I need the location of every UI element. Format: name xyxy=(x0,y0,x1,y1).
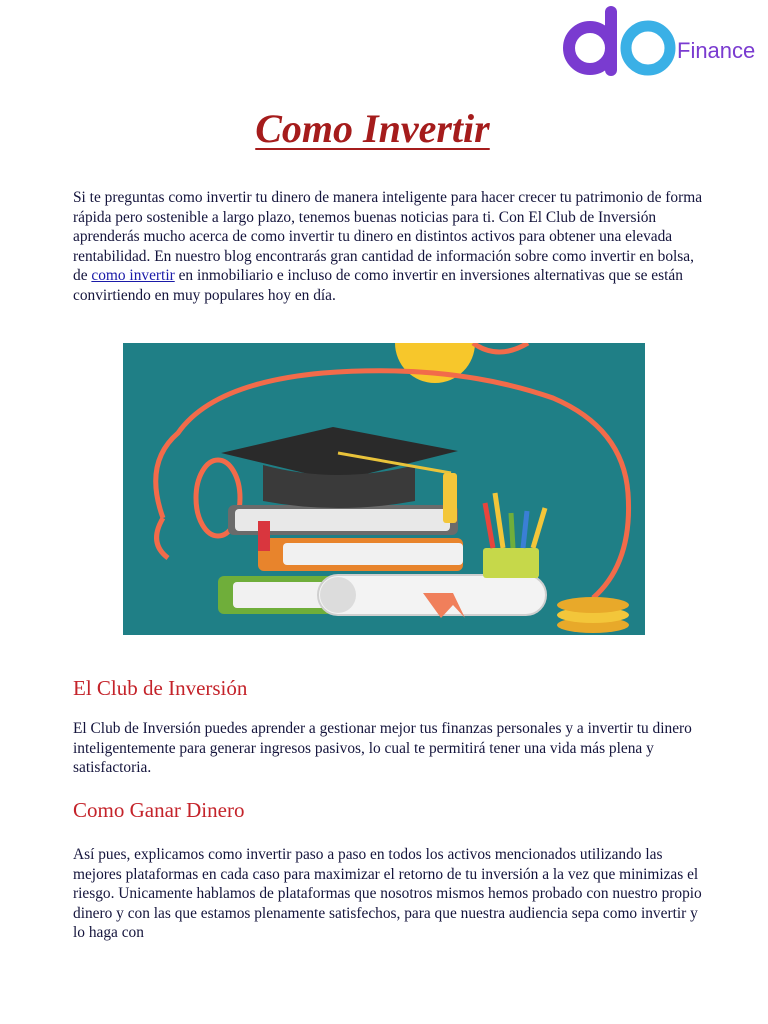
section-heading-club: El Club de Inversión xyxy=(73,676,248,700)
intro-paragraph xyxy=(73,188,703,305)
logo-wordmark: Finance xyxy=(677,38,756,63)
section-heading-ganar-dinero: Como Ganar Dinero xyxy=(73,798,245,822)
piggy-bank-education-illustration xyxy=(123,343,645,635)
intro-text-before-link: Si te preguntas como invertir tu dinero de manera inteligente para hacer crecer tu patrimonio de forma rápida pero sostenible a largo plazo, tenemos buenas noticias para ti. Con El Club de Inversión aprenderás mucho acerca de como invertir tu dinero en distintos activos para obtener una elevada rentabilidad. En nuestro blog encontrarás gran cantidad de información sobre como invertir en bolsa, de xyxy=(73,189,703,284)
section-ganar-dinero-paragraph: Así pues, explicamos como invertir paso a paso en todos los activos mencionados utilizando las mejores plataformas en cada caso para maximizar el retorno de tu inversión a la vez que minimizas el riesgo. Unicamente hablamos de plataformas que nosotros mismos hemos probado con nuestro propio dinero y con las que estamos plenamente satisfechos, para que nuestra audiencia sepa como invertir y lo haga con xyxy=(73,846,702,941)
page-title: Como Invertir xyxy=(255,106,490,151)
section-club-paragraph: El Club de Inversión puedes aprender a gestionar mejor tus finanzas personales y a invertir tu dinero inteligentemente para generar ingresos pasivos, lo cual te permitirá tener una vida más plena y satisfactoria. xyxy=(73,720,692,776)
como-invertir-link[interactable]: como invertir xyxy=(91,267,175,284)
intro-text-after-link: en inmobiliario e incluso de como invertir en inversiones alternativas que se están convirtiendo en muy populares hoy en día. xyxy=(73,267,683,304)
